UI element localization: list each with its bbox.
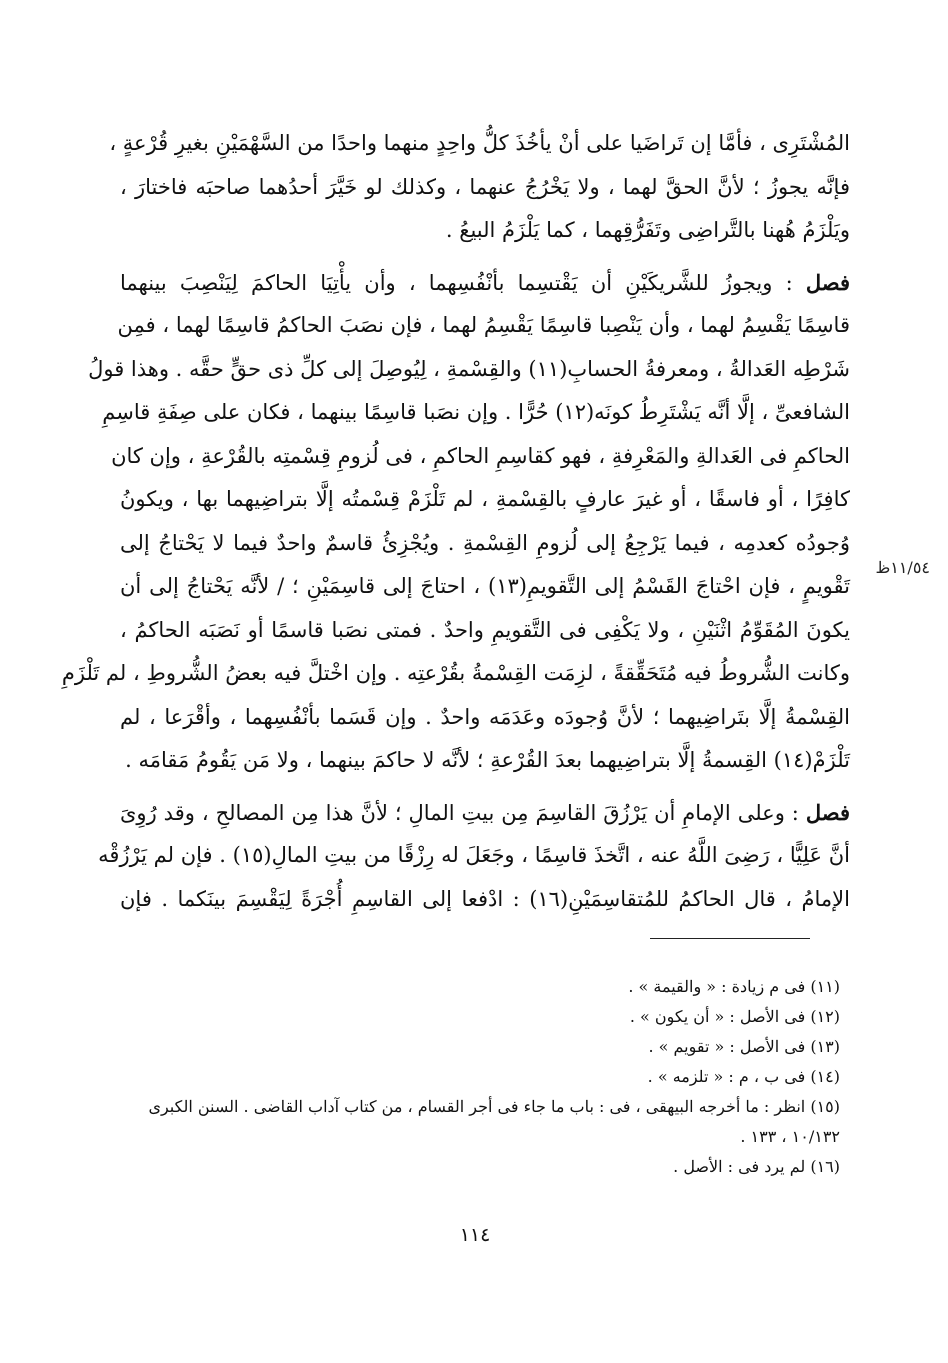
text-line: تَقْويمٍ ، فإن احْتاجَ القَسْمُ إلى التَّقويمِ(١٣) ، احتاجَ إلى قاسِمَيْنِ ؛ / لأنَّه يَحْتاجُ إلى أن bbox=[120, 574, 851, 598]
footnote-separator bbox=[650, 938, 810, 939]
main-text bbox=[61, 122, 851, 929]
text-line bbox=[120, 791, 850, 835]
footnote: (١١) فى م زيادة : « والقيمة » . bbox=[628, 977, 840, 996]
footnotes bbox=[120, 972, 840, 1182]
footnote: (١٤) فى ب ، م : « تلزمه » . bbox=[647, 1067, 840, 1086]
text-line: فإنَّه يجوزُ ؛ لأنَّ الحقَّ لهما ، ولا يَخْرُجُ عنهما ، وكذلك لو خَيَّرَ أحدُهما صاحبَه فاختارَ ، bbox=[120, 174, 850, 199]
text-line: الشافعىِّ ، إلَّا أنَّه يَشْتَرِطُ كونَه(١٢) حُرًّا . وإن نصَبا قاسِمًا بينهما ، فكان على صِفَةِ قاسِمِ bbox=[102, 400, 850, 424]
text-line-content: : وعلى الإمامِ أن يَرْزُقَ القاسِمَ مِن بيتِ المالِ ؛ لأنَّ هذا مِن المصالحِ ، وقد رُوِىَ bbox=[120, 800, 799, 825]
text-line: ويَلْزَمُ هُهنا بالتَّراضِى وتَفَرُّقِهما ، كما يَلْزَمُ البيعُ . bbox=[445, 218, 850, 242]
text-line: المُشْتَرِى ، فأمَّا إن تَراضَيا على أنْ يأخُذَ كلُّ واحِدٍ منهما واحدًا من السَّهْمَيْنِ بغيرِ قُرْعةٍ ، bbox=[109, 131, 850, 155]
paragraph bbox=[98, 791, 850, 922]
text-line: تَلْزَمْ(١٤) القِسمةُ إلَّا بتراضِيهما بعدَ القُرْعةِ ؛ لأنَّه لا حاكمَ بينهما ، ولا مَن يَقُومُ مَقامَه . bbox=[125, 748, 850, 772]
section-heading: فصل bbox=[805, 799, 850, 825]
text-line: وُجودُه كعدمِه ، فيما يَرْجِعُ إلى لُزومِ القِسْمةِ . ويُجْزِئُ قاسمٌ واحدٌ فيما لا يَحْتاجُ إلى bbox=[120, 530, 850, 555]
text-line: الحاكمِ فى العَدالةِ والمَعْرِفةِ ، فهو كقاسِمِ الحاكمِ ، فى لُزومِ قِسْمتِه بالقُرْعةِ ، وإن كان bbox=[111, 443, 850, 468]
text-line-content: : ويجوزُ للشَّريكَيْنِ أن يَقْتسِما بأنْفُسِهما ، وأن يأْتِيَا الحاكمَ لِيَنْصِبَ بينهما bbox=[120, 270, 793, 295]
section-heading: فصل bbox=[805, 269, 850, 295]
text-line: القِسْمةُ إلَّا بتَراضِيهما ؛ لأنَّ وُجودَه وعَدَمَه واحدٌ . وإن قَسَما بأنْفُسِهما ، وأقْرَعا ، لم bbox=[120, 704, 850, 729]
text-line: أنَّ عَلِيًّا ، رَضِىَ اللَّهُ عنه ، اتَّخذَ قاسِمًا ، وجَعَلَ له رِزْقًا من بيتِ المالِ(١٥) . فإن لم يَرْزُقْه bbox=[98, 843, 850, 867]
text-line: يكونَ المُقَوِّمُ اثْنَيْنِ ، ولا يَكْفِى فى التَّقويمِ واحدٌ . فمتى نصَبا قاسمًا أو نَصَبَه الحاكمُ ، bbox=[120, 617, 850, 642]
text-line: قاسِمًا يَقْسِمُ لهما ، وأن يَنْصِبا قاسِمًا يَقْسِمُ لهما ، فإن نصَبَ الحاكمُ قاسِمًا لهما ، فمِن bbox=[117, 313, 850, 337]
footnote: (١٣) فى الأصل : « تقويم » . bbox=[648, 1037, 840, 1056]
footnote: (١٢) فى الأصل : « أن يكون » . bbox=[629, 1007, 840, 1026]
paragraph bbox=[61, 261, 851, 783]
text-line: وكانت الشُّروطُ فيه مُتَحَقِّقةً ، لزِمَت القِسْمةُ بقُرْعتِه . وإن اخْتلَّ فيه بعضُ الشُّروطِ ، لم تَلْزَمِ bbox=[61, 661, 850, 685]
page-number: ١١٤ bbox=[459, 1224, 491, 1246]
paragraph bbox=[109, 122, 850, 253]
footnote: (١٥) انظر : ما أخرجه البيهقى ، فى : باب ما جاء فى أجر القسام ، من كتاب آداب القاضى . السنن الكبرى ١٠/١٣٢ ، ١٣٣ . bbox=[148, 1097, 840, 1146]
text-line: الإمامُ ، قال الحاكمُ للمُتقاسِمَيْنِ(١٦) : ادْفعا إلى القاسِمِ أُجْرَةً لِيَقْسِمَ بينَكما . فإن bbox=[120, 886, 850, 911]
text-line bbox=[120, 261, 850, 305]
margin-manuscript-reference: ١١/٥٤ظ bbox=[875, 558, 930, 577]
text-line: كافِرًا ، أو فاسقًا ، أو غيرَ عارفٍ بالقِسْمةِ ، لم تَلْزَمْ قِسْمتُه إلَّا بتراضِيهما بها ، ويكونُ bbox=[120, 487, 850, 511]
text-line: شَرْطِه العَدالةُ ، ومعرفةُ الحسابِ(١١) والقِسْمةِ ، لِيُوصِلَ إلى كلِّ ذى حقٍّ حقَّه . وهذا قولُ bbox=[88, 356, 850, 381]
footnote: (١٦) لم يرد فى : الأصل . bbox=[673, 1157, 840, 1176]
